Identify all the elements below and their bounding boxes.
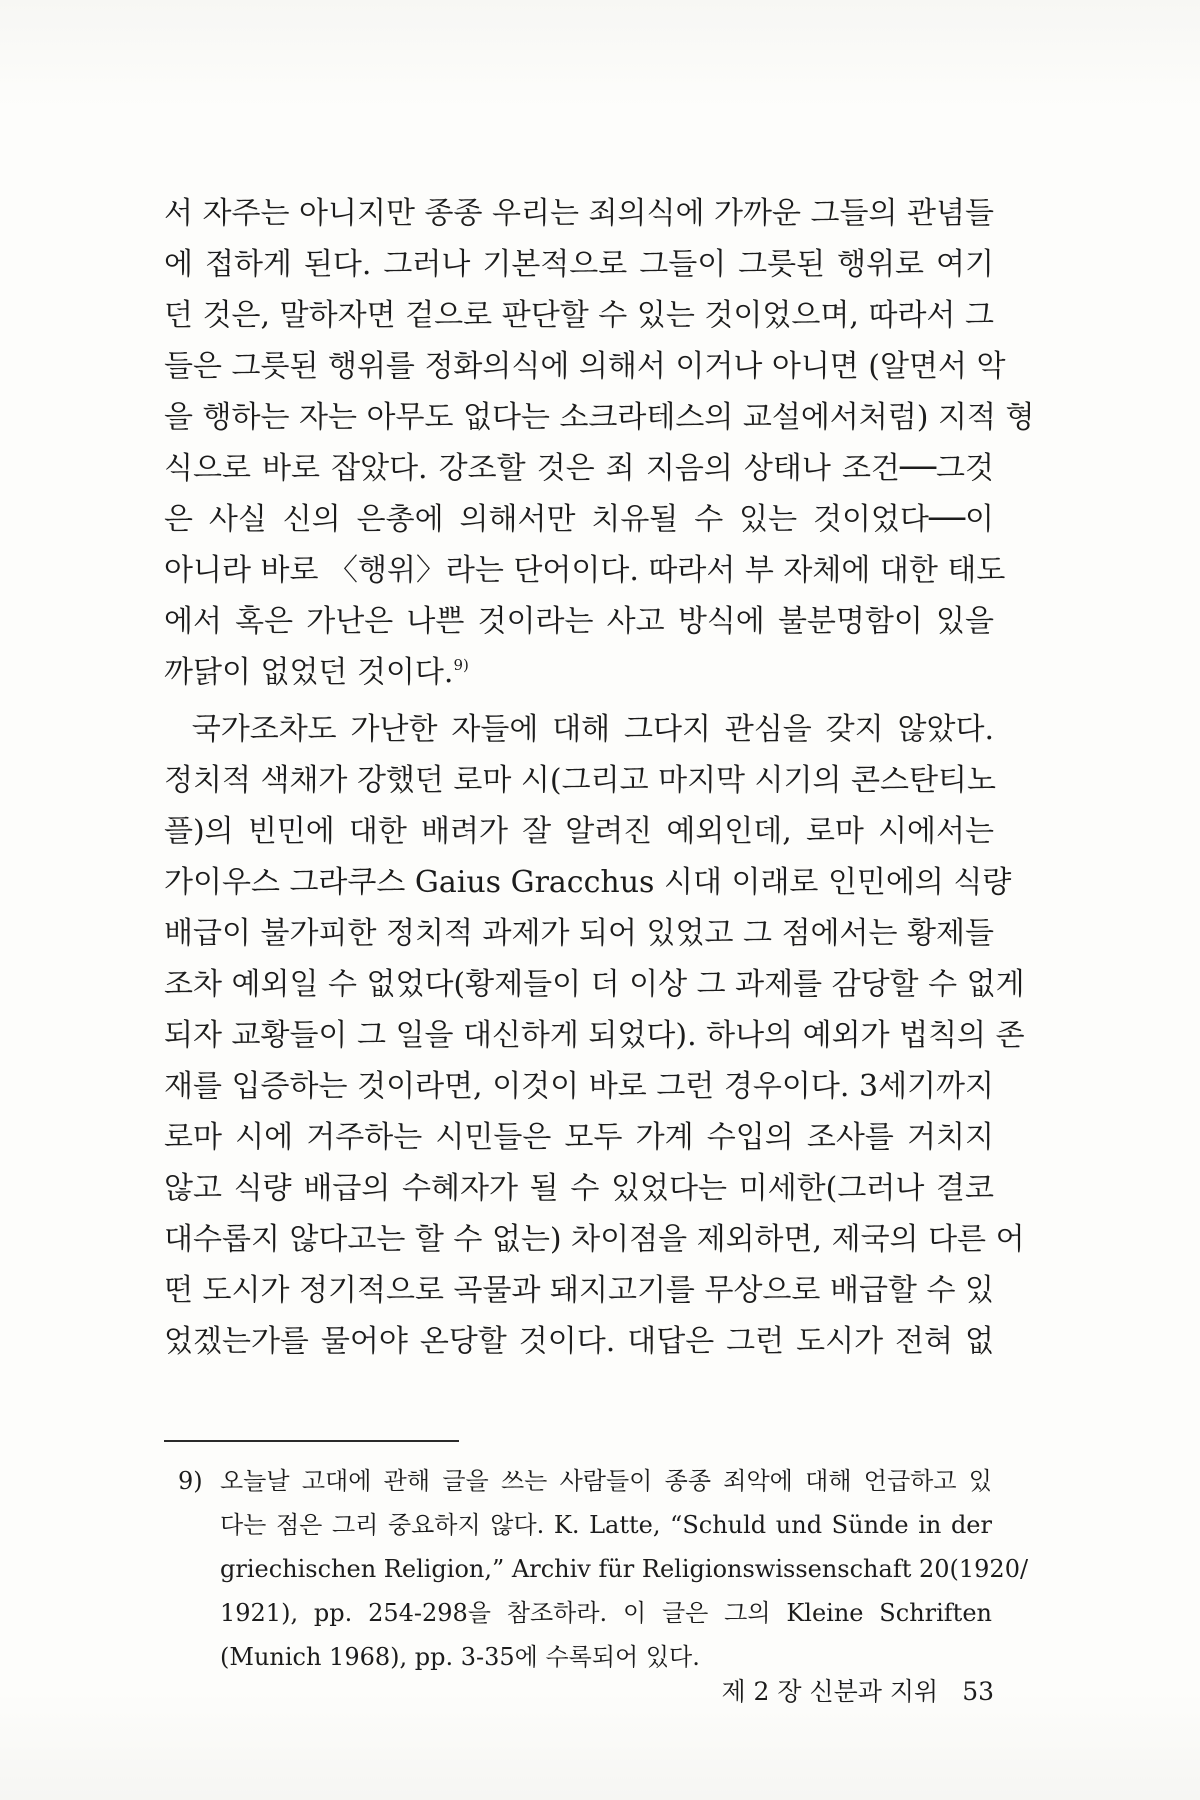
text-line: 국가조차도 가난한 자들에 대해 그다지 관심을 갖지 않았다. [164,712,994,747]
text-line: 정치적 색채가 강했던 로마 시(그리고 마지막 시기의 콘스탄티노 [164,763,996,798]
text-line: 되자 교황들이 그 일을 대신하게 되었다). 하나의 예외가 법칙의 존 [164,1018,1025,1053]
footnote-text: 오늘날 고대에 관해 글을 쓰는 사람들이 종종 죄악에 대해 언급하고 있 [220,1467,992,1495]
footnote-reference[interactable]: 9) [453,656,469,674]
text-line: 을 행하는 자는 아무도 없다는 소크라테스의 교설에서처럼) 지적 형 [164,400,1035,435]
text-line: 떤 도시가 정기적으로 곡물과 돼지고기를 무상으로 배급할 수 있 [164,1273,994,1308]
main-text [164,188,1035,1367]
paragraph-end-text: 까닭이 없었던 것이다. [164,655,454,690]
page-number: 53 [962,1677,994,1706]
text-line: 가이우스 그라쿠스 Gaius Gracchus 시대 이래로 인민에의 식량 [164,865,1012,900]
text-line: 대수롭지 않다고는 할 수 없는) 차이점을 제외하면, 제국의 다른 어 [164,1222,1025,1257]
footnote-line: (Munich 1968), pp. 3-35에 수록되어 있다. [220,1643,700,1671]
text-line: 에서 혹은 가난은 나쁜 것이라는 사고 방식에 불분명함이 있을 [164,604,994,639]
footnote-line: griechischen Religion,” Archiv für Religionswissenschaft 20(1920/ [220,1555,1029,1583]
running-footer [721,1672,994,1708]
text-line: 은 사실 신의 은총에 의해서만 치유될 수 있는 것이었다──이 [164,502,994,537]
footnote-line [178,1459,992,1503]
text-line: 었겠는가를 물어야 온당할 것이다. 대답은 그런 도시가 전혀 없 [164,1324,994,1359]
footnote [178,1459,1029,1679]
text-line: 에 접하게 된다. 그러나 기본적으로 그들이 그릇된 행위로 여기 [164,247,994,282]
footnote-line: 1921), pp. 254-298을 참조하라. 이 글은 그의 Kleine Schriften [220,1599,992,1627]
text-line [164,647,994,698]
text-line: 재를 입증하는 것이라면, 이것이 바로 그런 경우이다. 3세기까지 [164,1069,994,1104]
text-line: 식으로 바로 잡았다. 강조할 것은 죄 지음의 상태나 조건──그것 [164,451,994,486]
text-line: 배급이 불가피한 정치적 과제가 되어 있었고 그 점에서는 황제들 [164,916,994,951]
text-line: 아니라 바로 〈행위〉라는 단어이다. 따라서 부 자체에 대한 태도 [164,553,1006,588]
chapter-title: 제 2 장 신분과 지위 [721,1677,939,1706]
text-line: 않고 식량 배급의 수혜자가 될 수 있었다는 미세한(그러나 결코 [164,1171,994,1206]
text-line: 들은 그릇된 행위를 정화의식에 의해서 이거나 아니면 (알면서 악 [164,349,1006,384]
footnote-separator [164,1440,459,1442]
text-line: 조차 예외일 수 없었다(황제들이 더 이상 그 과제를 감당할 수 없게 [164,967,1025,1002]
footnote-number: 9) [178,1467,203,1495]
text-line: 로마 시에 거주하는 시민들은 모두 가계 수입의 조사를 거치지 [164,1120,994,1155]
text-line: 던 것은, 말하자면 겉으로 판단할 수 있는 것이었으며, 따라서 그 [164,298,994,333]
text-line: 플)의 빈민에 대한 배려가 잘 알려진 예외인데, 로마 시에서는 [164,814,994,849]
footnote-line: 다는 점은 그리 중요하지 않다. K. Latte, “Schuld und Sünde in der [220,1511,992,1539]
text-line: 서 자주는 아니지만 종종 우리는 죄의식에 가까운 그들의 관념들 [164,196,994,231]
